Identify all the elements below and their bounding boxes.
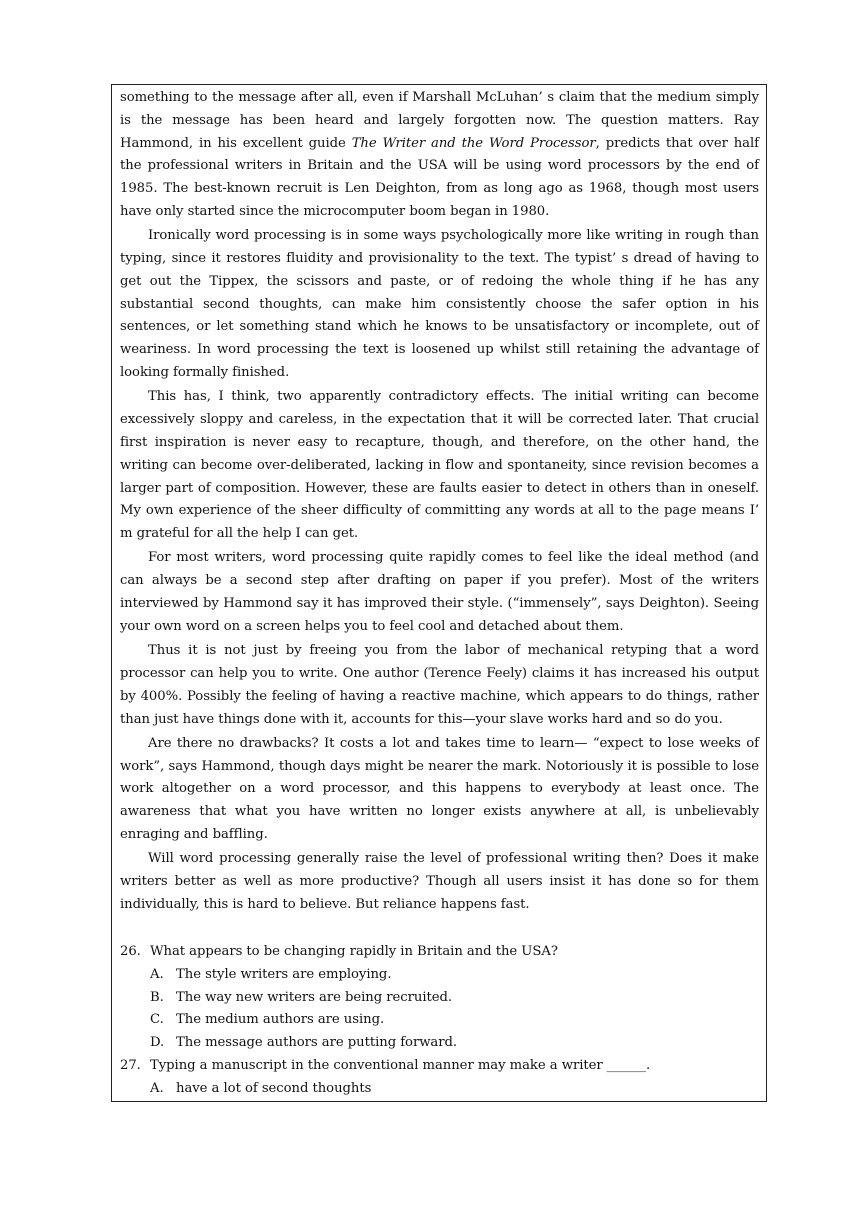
option-letter: A. <box>150 966 164 982</box>
passage-paragraph-5: Thus it is not just by freeing you from the labor of mechanical retyping that a word processor can help you to write. One author (Terence Feely) claims it has increased his output by 400%. Possibly the feeling of having a reactive machine, which appears to do things, rather than just have things done with it, accounts for this—your slave works hard and so do you. <box>120 643 759 727</box>
question-text: Typing a manuscript in the conventional manner may make a writer ______. <box>150 1057 651 1073</box>
option-c[interactable] <box>120 1009 759 1032</box>
option-b[interactable] <box>120 987 759 1010</box>
question-number: 26. <box>120 943 141 959</box>
section-gap <box>120 918 759 941</box>
document-content <box>120 87 759 1101</box>
option-letter: D. <box>150 1035 165 1051</box>
document-frame <box>111 84 767 1102</box>
question-27 <box>120 1055 759 1101</box>
option-text: The message authors are putting forward. <box>176 1035 458 1051</box>
option-a[interactable] <box>120 964 759 987</box>
passage-paragraph-7: Will word processing generally raise the level of professional writing then? Does it make writers better as well as more productive? Though all users insist it has done so for them individually, this is hard to believe. But reliance happens fast. <box>120 851 759 912</box>
option-a[interactable] <box>120 1078 759 1101</box>
passage-paragraph-2: Ironically word processing is in some ways psychologically more like writing in rough than typing, since it restores fluidity and provisionality to the text. The typist’ s dread of having to get out the Tippex, the scissors and paste, or of redoing the whole thing if he has any substantial second thoughts, can make him consistently choose the safer option in his sentences, or let something stand which he knows to be unsatisfactory or incomplete, out of weariness. In word processing the text is loosened up whilst still retaining the advantage of looking formally finished. <box>120 228 759 381</box>
option-text: have a lot of second thoughts <box>176 1080 372 1096</box>
question-number: 27. <box>120 1057 141 1073</box>
paragraph-1-text-after: , predicts that over half the professional writers in Britain and the USA will be using word processors by the end of 1985. The best-known recruit is Len Deighton, from as long ago as 1968, though most users have only started since the microcomputer boom began in 1980. <box>120 135 759 219</box>
option-letter: B. <box>150 989 164 1005</box>
question-stem <box>120 941 759 964</box>
passage-paragraph-1 <box>120 87 759 224</box>
option-text: The way new writers are being recruited. <box>176 989 453 1005</box>
option-letter: C. <box>150 1012 164 1028</box>
book-title: The Writer and the Word Processor <box>351 135 596 151</box>
question-stem <box>120 1055 759 1078</box>
passage-paragraph-6: Are there no drawbacks? It costs a lot and takes time to learn— “expect to lose weeks of work”, says Hammond, though days might be nearer the mark. Notoriously it is possible to lose work altogether on a word processor, and this happens to everybody at least once. The awareness that what you have written no longer exists anywhere at all, is unbelievably enraging and baffling. <box>120 735 759 842</box>
option-text: The medium authors are using. <box>176 1012 385 1028</box>
passage-paragraph-4: For most writers, word processing quite rapidly comes to feel like the ideal method (and can always be a second step after drafting on paper if you prefer). Most of the writers interviewed by Hammond say it has improved their style. (“immensely”, says Deighton). Seeing your own word on a screen helps you to feel cool and detached about them. <box>120 550 759 634</box>
option-d[interactable] <box>120 1032 759 1055</box>
question-26 <box>120 941 759 1055</box>
paragraph-1-text-before: something to the message after all, even if Marshall McLuhan’ s claim that the medium simply is the message has been heard and largely forgotten now. The question matters. Ray Hammond, in his excellent guide <box>120 90 759 151</box>
option-letter: A. <box>150 1080 164 1096</box>
option-text: The style writers are employing. <box>176 966 392 982</box>
passage-paragraph-3: This has, I think, two apparently contradictory effects. The initial writing can become excessively sloppy and careless, in the expectation that it will be corrected later. That crucial first inspiration is never easy to recapture, though, and therefore, on the other hand, the writing can become over-deliberated, lacking in flow and spontaneity, since revision becomes a larger part of composition. However, these are faults easier to detect in others than in oneself. My own experience of the sheer difficulty of committing any words at all to the page means I’ m grateful for all the help I can get. <box>120 389 759 542</box>
question-text: What appears to be changing rapidly in Britain and the USA? <box>150 943 558 959</box>
